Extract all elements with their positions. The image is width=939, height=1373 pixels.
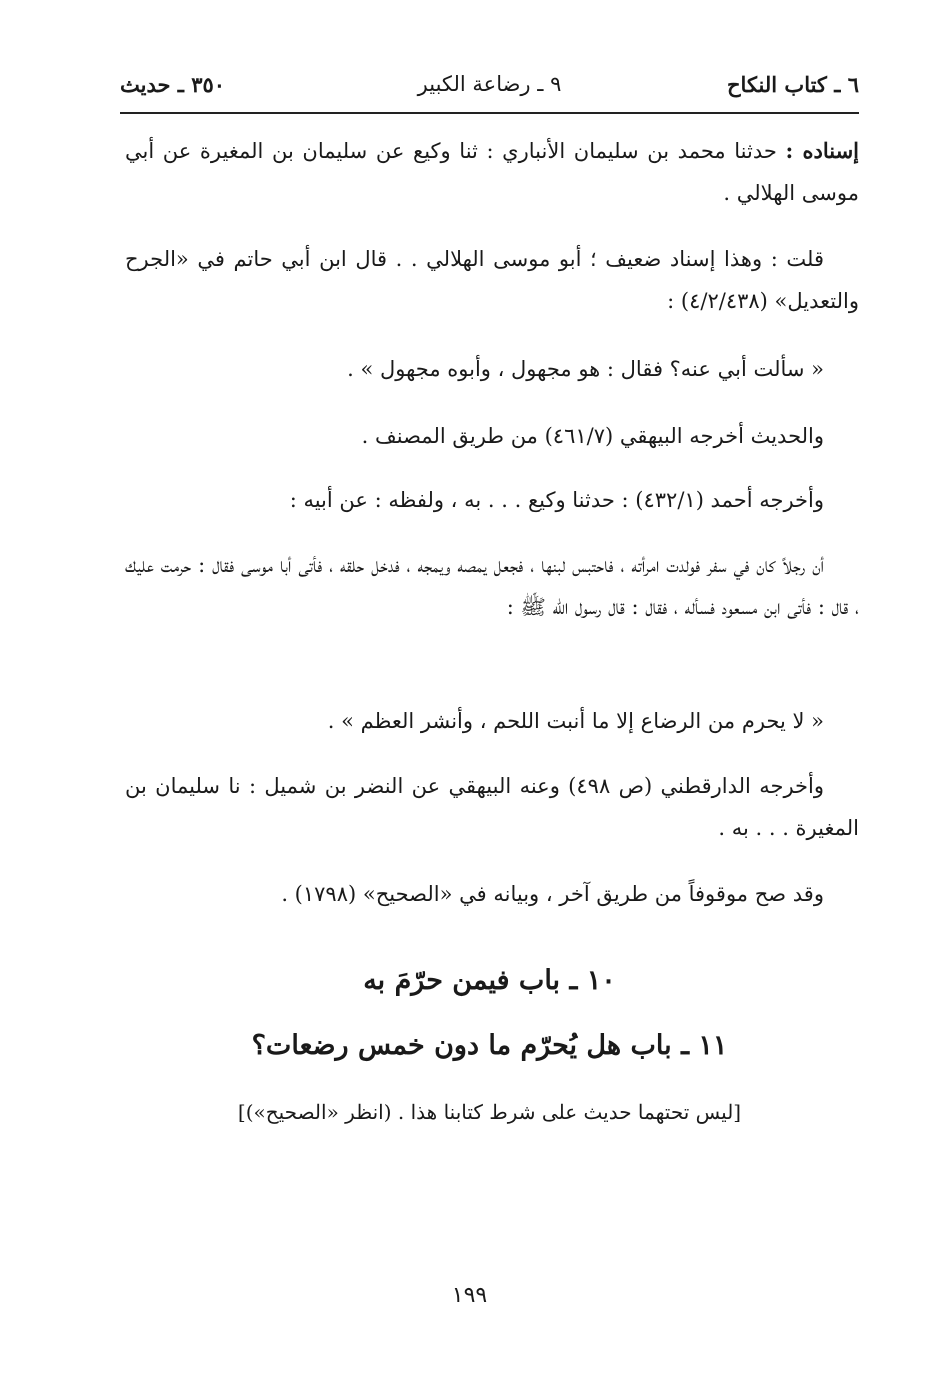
paragraph-ahmad: وأخرجه أحمد (٤٣٢/١) : حدثنا وكيع . . . به ، ولفظه : عن أبيه :	[289, 488, 824, 512]
isnad-label: إسناده :	[785, 138, 859, 163]
paragraph-prophetic-quote: « لا يحرم من الرضاع إلا ما أنبت اللحم ، وأنشر العظم » .	[327, 709, 824, 733]
paragraph-mawquf: وقد صح موقوفاً من طريق آخر ، وبيانه في «الصحيح» (١٧٩٨) .	[281, 882, 824, 906]
paragraph-isnad	[125, 130, 859, 214]
paragraph-comment: قلت : وهذا إسناد ضعيف ؛ أبو موسى الهلالي . . قال ابن أبي حاتم في «الجرح والتعديل» (٤/٢/٤٣٨) :	[125, 247, 859, 313]
isnad-text: حدثنا محمد بن سليمان الأنباري : ثنا وكيع عن سليمان بن المغيرة عن أبي موسى الهلالي .	[125, 139, 859, 205]
paragraph-quote-abi-hatim: « سألت أبي عنه؟ فقال : هو مجهول ، وأبوه مجهول » .	[347, 357, 824, 381]
header-hadith-number: ٣٥٠ ـ حديث	[120, 72, 226, 97]
paragraph-hadith-text: أن رجلاً كان في سفر فولدت امرأته ، فاحتبس لبنها ، فجعل يمصه ويمجه ، فدخل حلقه ، فأتى أبا موسى فقال : حرمت عليك ، قال : فأتى ابن مسعود فسأله ، فقال : قال رسول الله ﷺ :	[125, 553, 859, 619]
page-number: ١٩٩	[451, 1283, 488, 1308]
running-header	[120, 72, 859, 104]
chapter-heading-10: ١٠ ـ باب فيمن حرّمَ به	[363, 965, 616, 996]
header-rule	[120, 112, 859, 114]
header-chapter: ٦ ـ كتاب النكاح	[727, 72, 859, 97]
paragraph-daraqutni: وأخرجه الدارقطني (ص ٤٩٨) وعنه البيهقي عن النضر بن شميل : نا سليمان بن المغيرة . . . به .	[125, 774, 859, 840]
header-section: ٩ ـ رضاعة الكبير	[417, 72, 562, 96]
chapter-heading-11: ١١ ـ باب هل يُحرّم ما دون خمس رضعات؟	[251, 1030, 728, 1061]
bracketed-note: [ليس تحتهما حديث على شرط كتابنا هذا . (انظر «الصحيح»)]	[237, 1100, 742, 1124]
paragraph-bayhaqi: والحديث أخرجه البيهقي (٤٦١/٧) من طريق المصنف .	[361, 424, 824, 448]
